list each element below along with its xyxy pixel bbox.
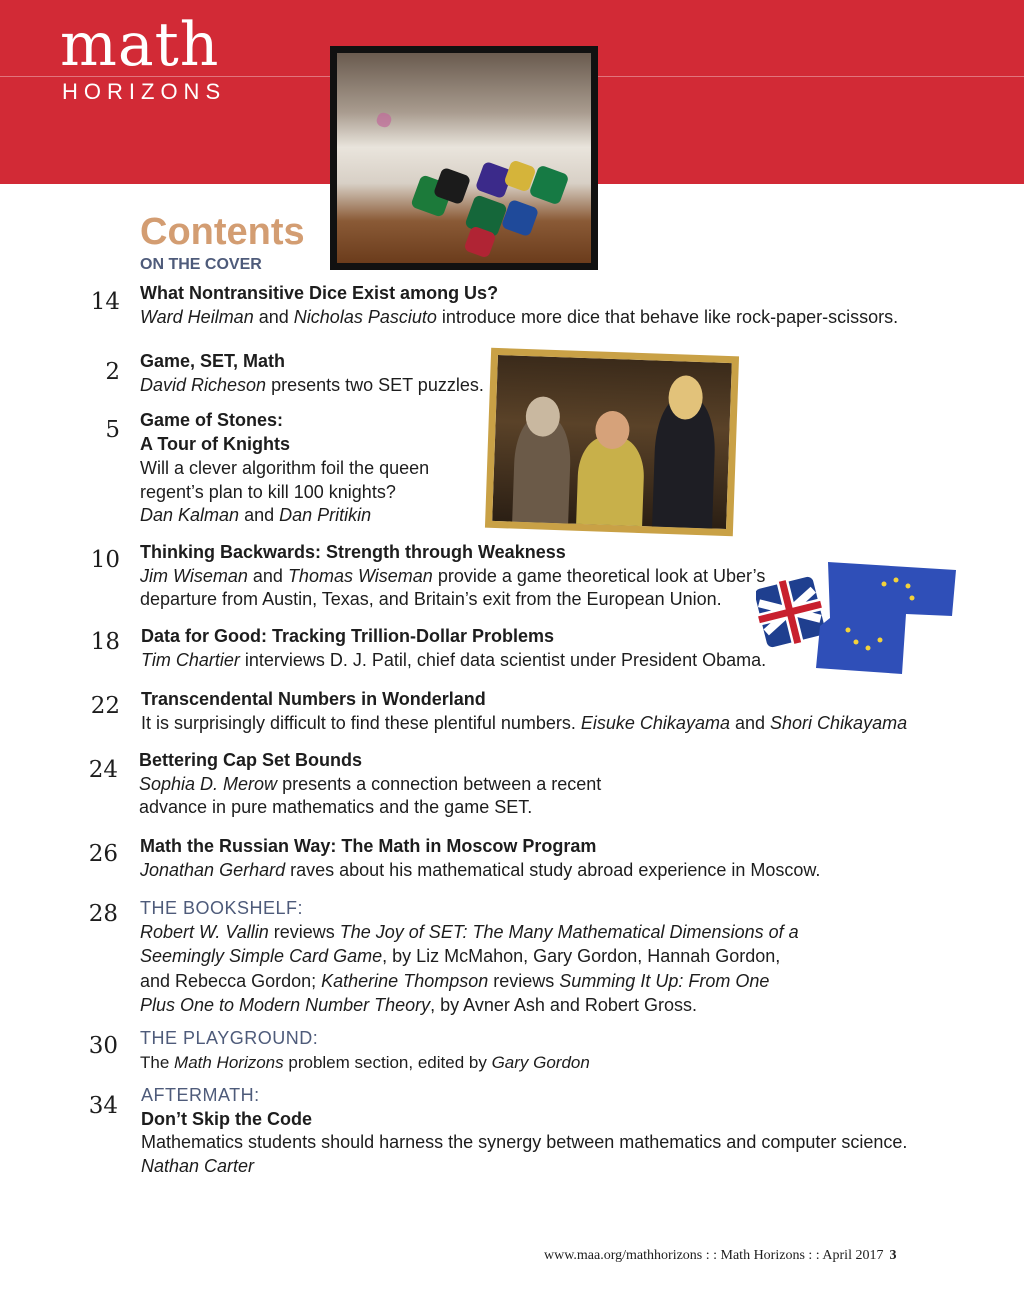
page-number: 30 — [88, 1033, 118, 1059]
entry-line — [140, 920, 799, 944]
author: Thomas Wiseman — [287, 565, 433, 586]
page-number: 34 — [88, 1093, 118, 1119]
entry-title: What Nontransitive Dice Exist among Us? — [140, 283, 499, 303]
page-number: 28 — [88, 901, 118, 927]
entry-description — [140, 374, 484, 398]
entry-text: Mathematics students should harness the synergy between mathematics and computer science. — [141, 1132, 908, 1152]
entry-authors — [140, 504, 429, 528]
conjunction: and — [244, 505, 275, 525]
entry-description — [141, 712, 907, 736]
blue-die — [501, 199, 539, 237]
book-title: The Joy of SET: The Many Mathematical Dimensions of a — [339, 922, 799, 943]
author: Jonathan Gerhard — [140, 859, 286, 880]
entry-text: and Rebecca Gordon; — [140, 970, 317, 991]
page-number: 14 — [90, 289, 120, 315]
page-number: 18 — [90, 629, 120, 655]
entry-title: Data for Good: Tracking Trillion-Dollar Problems — [141, 626, 555, 646]
page-number: 22 — [90, 693, 120, 719]
author: Gary Gordon — [491, 1052, 590, 1072]
game-of-stones-photo — [485, 348, 739, 537]
page-number: 24 — [88, 757, 118, 783]
page-number: 26 — [88, 841, 118, 867]
entry-description — [139, 773, 601, 797]
book-title: Summing It Up: From One — [559, 970, 770, 991]
entry-text: , by Avner Ash and Robert Gross. — [430, 994, 697, 1015]
entry-text: It is surprisingly difficult to find these plentiful numbers. — [141, 712, 576, 733]
entry-title: Bettering Cap Set Bounds — [139, 750, 363, 770]
logo-horizons: HORIZONS — [62, 79, 227, 104]
entry-text: , by Liz McMahon, Gary Gordon, Hannah Gordon, — [382, 946, 781, 967]
entry-text: advance in pure mathematics and the game SET. — [139, 797, 533, 817]
section-label: AFTERMATH: — [141, 1085, 260, 1105]
pink-die — [375, 111, 393, 129]
footer-text: www.maa.org/mathhorizons : : Math Horizons : : April 2017 — [544, 1248, 884, 1263]
book-title: Seemingly Simple Card Game — [140, 946, 383, 967]
entry-text: departure from Austin, Texas, and Britain’s exit from the European Union. — [140, 589, 722, 609]
page-number: 10 — [90, 547, 120, 573]
page-title: Contents — [140, 211, 305, 253]
entry-title: Game of Stones: — [140, 410, 284, 430]
entry-line — [140, 969, 799, 993]
entry-text: interviews D. J. Patil, chief data scientist under President Obama. — [244, 649, 767, 670]
entry-description — [140, 1051, 590, 1075]
entry-title: Thinking Backwards: Strength through Weakness — [140, 542, 566, 562]
author: Sophia D. Merow — [139, 773, 278, 794]
toc-entry — [140, 1027, 590, 1074]
footer-page-number: 3 — [889, 1248, 897, 1263]
entry-description — [140, 306, 898, 330]
toc-entry — [141, 1084, 907, 1178]
toc-entry — [140, 409, 429, 528]
author: Nathan Carter — [141, 1155, 255, 1176]
toc-entry — [141, 688, 907, 735]
entry-title: Math the Russian Way: The Math in Moscow Program — [140, 836, 597, 856]
author: Eisuke Chikayama — [580, 712, 730, 733]
author: Dan Pritikin — [279, 505, 372, 525]
entry-title: Don’t Skip the Code — [141, 1108, 312, 1129]
entry-text: problem section, edited by — [288, 1052, 487, 1072]
cover-dice-photo — [330, 46, 598, 270]
toc-entry — [140, 896, 799, 1017]
author: Katherine Thompson — [321, 970, 489, 991]
entry-text: provide a game theoretical look at Uber’s — [437, 565, 766, 586]
entry-text: reviews — [273, 922, 335, 943]
entry-title: Transcendental Numbers in Wonderland — [141, 689, 486, 709]
entry-text: presents two SET puzzles. — [271, 374, 484, 395]
page-number: 5 — [105, 417, 120, 443]
entry-text: presents a connection between a recent — [282, 773, 602, 794]
toc-entry — [140, 541, 765, 612]
toc-entry — [139, 749, 601, 820]
entry-text: regent’s plan to kill 100 knights? — [140, 481, 396, 502]
section-label: THE BOOKSHELF: — [140, 898, 304, 918]
logo-math: math — [60, 10, 220, 80]
toc-entry — [140, 350, 484, 397]
toc-entry — [141, 625, 766, 672]
magazine-name: Math Horizons — [174, 1052, 284, 1072]
author: David Richeson — [140, 374, 267, 395]
conjunction: and — [252, 565, 283, 586]
author: Robert W. Vallin — [140, 922, 269, 943]
uk-eu-puzzle-illustration — [756, 556, 960, 680]
entry-text: raves about his mathematical study abroad experience in Moscow. — [290, 859, 821, 880]
entry-line — [140, 993, 799, 1017]
entry-text: Will a clever algorithm foil the queen — [140, 458, 430, 478]
author: Tim Chartier — [141, 649, 240, 670]
author: Jim Wiseman — [140, 565, 248, 586]
conjunction: and — [258, 306, 289, 327]
conjunction: and — [734, 712, 766, 733]
entry-line — [140, 944, 799, 968]
author: Dan Kalman — [140, 505, 240, 525]
book-title: Plus One to Modern Number Theory — [140, 994, 431, 1015]
author: Nicholas Pasciuto — [293, 306, 437, 327]
section-label: THE PLAYGROUND: — [140, 1028, 319, 1048]
entry-text: reviews — [493, 970, 555, 991]
entry-text: The — [140, 1052, 170, 1072]
page-number: 2 — [105, 359, 120, 385]
toc-entry — [140, 835, 820, 882]
figure-center — [576, 436, 645, 536]
on-the-cover-label: ON THE COVER — [140, 256, 262, 273]
entry-description — [140, 565, 765, 589]
entry-description — [140, 859, 820, 883]
entry-description — [141, 649, 766, 673]
toc-entry — [140, 282, 898, 329]
author: Shori Chikayama — [770, 712, 908, 733]
entry-title: A Tour of Knights — [140, 433, 290, 454]
author: Ward Heilman — [140, 306, 254, 327]
entry-title: Game, SET, Math — [140, 351, 286, 371]
entry-text: introduce more dice that behave like rock-paper-scissors. — [441, 306, 899, 327]
page-footer — [544, 1247, 896, 1265]
